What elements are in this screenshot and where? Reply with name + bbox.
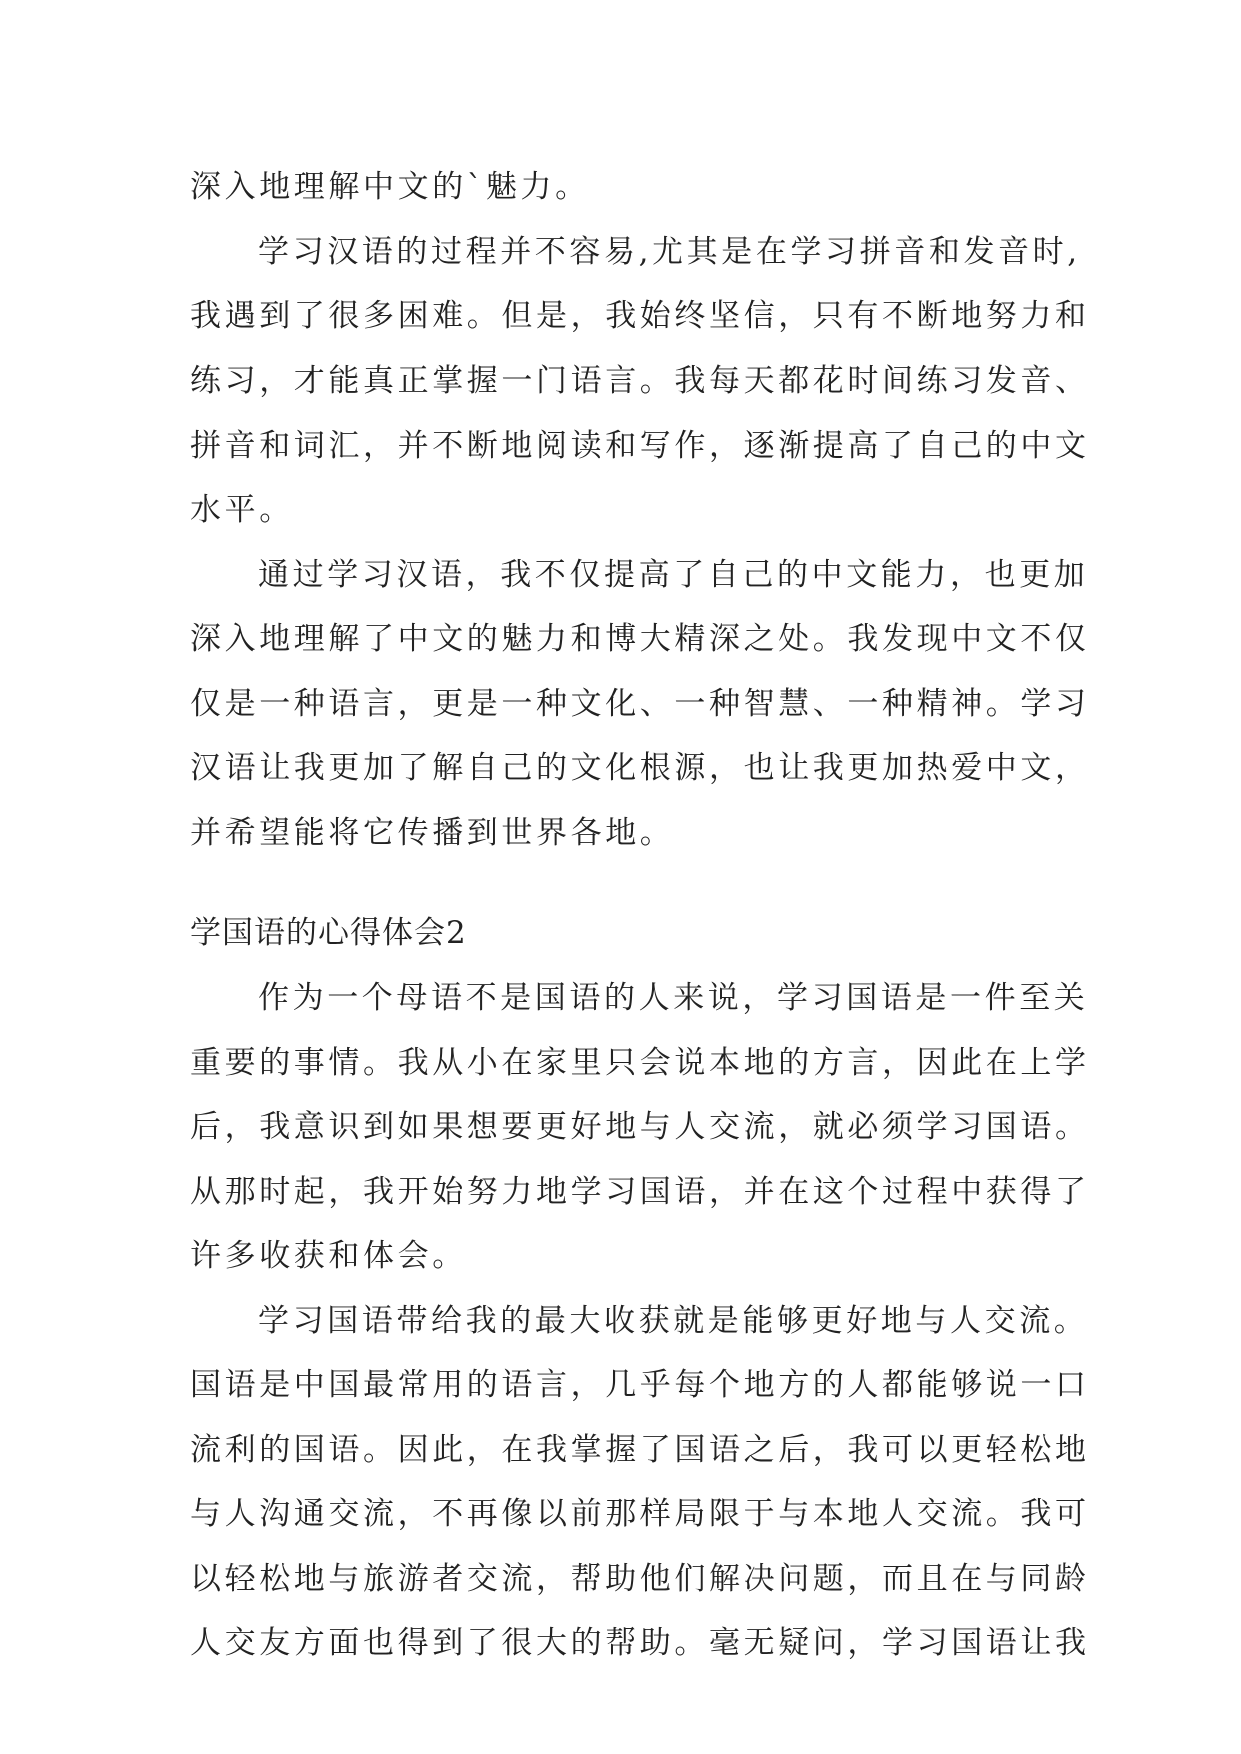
text-line: 后，我意识到如果想要更好地与人交流，就必须学习国语。 (190, 1109, 1090, 1145)
text-line: 通过学习汉语，我不仅提高了自己的中文能力，也更加 (258, 557, 1089, 593)
text-line: 作为一个母语不是国语的人来说，学习国语是一件至关 (258, 980, 1089, 1016)
text-line: 拼音和词汇，并不断地阅读和写作，逐渐提高了自己的中文 (190, 428, 1090, 464)
text-line: 学习汉语的过程并不容易,尤其是在学习拼音和发音时, (258, 234, 1081, 270)
text-line: 人交友方面也得到了很大的帮助。毫无疑问，学习国语让我 (190, 1625, 1090, 1661)
text-line: 练习，才能真正掌握一门语言。我每天都花时间练习发音、 (190, 363, 1090, 399)
text-line: 并希望能将它传播到世界各地。 (190, 815, 675, 851)
text-line: 深入地理解中文的`魅力。 (190, 169, 590, 205)
text-line: 仅是一种语言，更是一种文化、一种智慧、一种精神。学习 (190, 686, 1090, 722)
text-line: 与人沟通交流，不再像以前那样局限于与本地人交流。我可 (190, 1496, 1090, 1532)
text-line: 重要的事情。我从小在家里只会说本地的方言，因此在上学 (190, 1045, 1090, 1081)
section-heading: 学国语的心得体会2 (190, 915, 467, 951)
text-line: 汉语让我更加了解自己的文化根源，也让我更加热爱中文， (190, 750, 1090, 786)
text-line: 深入地理解了中文的魅力和博大精深之处。我发现中文不仅 (190, 621, 1090, 657)
text-line: 我遇到了很多困难。但是，我始终坚信，只有不断地努力和 (190, 298, 1090, 334)
text-line: 国语是中国最常用的语言，几乎每个地方的人都能够说一口 (190, 1367, 1090, 1403)
text-line: 从那时起，我开始努力地学习国语，并在这个过程中获得了 (190, 1174, 1090, 1210)
text-line: 流利的国语。因此，在我掌握了国语之后，我可以更轻松地 (190, 1432, 1090, 1468)
text-line: 以轻松地与旅游者交流，帮助他们解决问题，而且在与同龄 (190, 1561, 1090, 1597)
text-line: 水平。 (190, 492, 294, 528)
text-line: 许多收获和体会。 (190, 1238, 467, 1274)
text-line: 学习国语带给我的最大收获就是能够更好地与人交流。 (258, 1303, 1089, 1339)
